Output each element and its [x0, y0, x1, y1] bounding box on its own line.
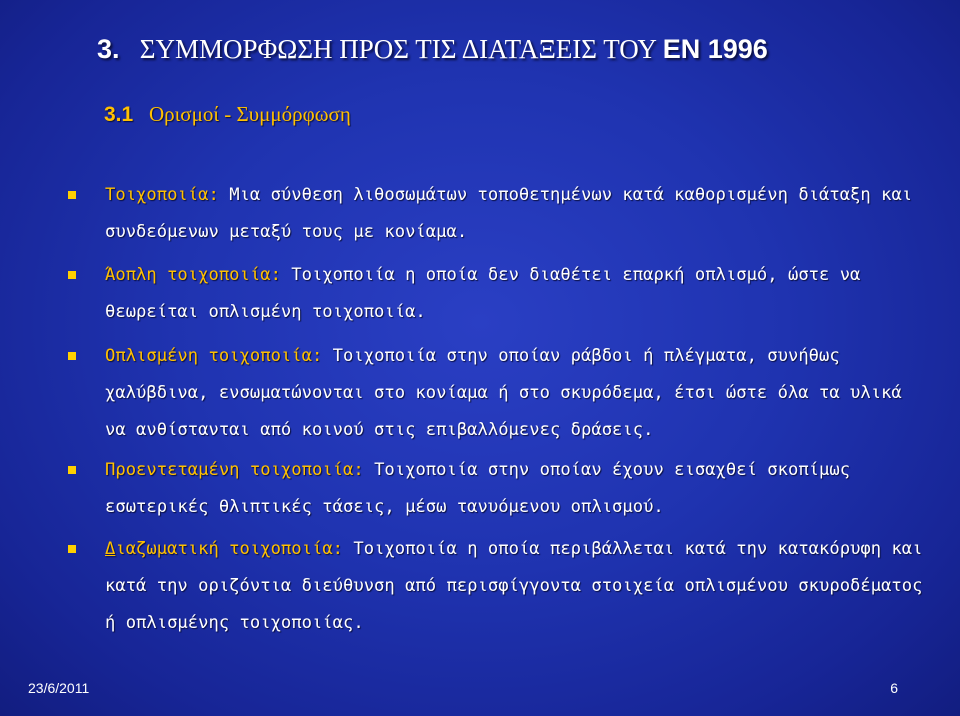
definition-item: [68, 338, 928, 449]
title-number: 3.: [97, 34, 120, 64]
definition-item: [68, 452, 928, 526]
square-bullet-icon: [68, 271, 76, 279]
definition-text: Τοιχοποιία στην οποίαν ράβδοι ή πλέγματα, συνήθως χαλύβδινα, ενσωματώνονται στο κονίαμα ή στο σκυρόδεμα, έτσι ώστε όλα τα υλικά να ανθίστανται από κοινού στις επιβαλλόμενες δράσεις.: [105, 346, 902, 440]
definition-item: [68, 257, 928, 331]
section-subtitle: [104, 102, 351, 127]
definition-item: [68, 531, 928, 642]
definition-term-initial: Δ: [105, 539, 116, 559]
title-standard: EN 1996: [662, 34, 768, 64]
definition-term: [105, 539, 343, 559]
definition-text: Τοιχοποιία η οποία δεν διαθέτει επαρκή οπλισμό, ώστε να θεωρείται οπλισμένη τοιχοποιία.: [105, 265, 861, 322]
definition-text: Τοιχοποιία στην οποίαν έχουν εισαχθεί σκοπίμως εσωτερικές θλιπτικές τάσεις, μέσω τανυόμενου οπλισμού.: [105, 460, 851, 517]
square-bullet-icon: [68, 545, 76, 553]
square-bullet-icon: [68, 466, 76, 474]
square-bullet-icon: [68, 191, 76, 199]
definitions-list: [68, 177, 928, 642]
definition-text: Μια σύνθεση λιθοσωμάτων τοποθετημένων κατά καθορισμένη διάταξη και συνδεόμενων μεταξύ τους με κονίαμα.: [105, 185, 913, 242]
slide-title: [97, 34, 768, 65]
title-text: ΣΥΜΜΟΡΦΩΣΗ ΠΡΟΣ ΤΙΣ ΔΙΑΤΑΞΕΙΣ ΤΟΥ: [139, 34, 656, 64]
definition-term-rest: ιαζωματική τοιχοποιία:: [115, 539, 344, 559]
definition-term: Τοιχοποιία:: [105, 185, 219, 205]
definition-text: Τοιχοποιία η οποία περιβάλλεται κατά την κατακόρυφη και κατά την οριζόντια διεύθυνση από περισφίγγοντα στοιχεία οπλισμένου σκυροδέματος ή οπλισμένης τοιχοποιίας.: [105, 539, 923, 633]
definition-term: Οπλισμένη τοιχοποιία:: [105, 346, 323, 366]
definition-term: Άοπλη τοιχοποιία:: [105, 265, 281, 285]
page-number: 6: [890, 680, 898, 696]
square-bullet-icon: [68, 352, 76, 360]
definition-item: [68, 177, 928, 251]
definition-term: Προεντεταμένη τοιχοποιία:: [105, 460, 364, 480]
footer-date: 23/6/2011: [28, 680, 90, 696]
subtitle-number: 3.1: [104, 103, 134, 126]
subtitle-text: Ορισμοί - Συμμόρφωση: [148, 102, 351, 126]
